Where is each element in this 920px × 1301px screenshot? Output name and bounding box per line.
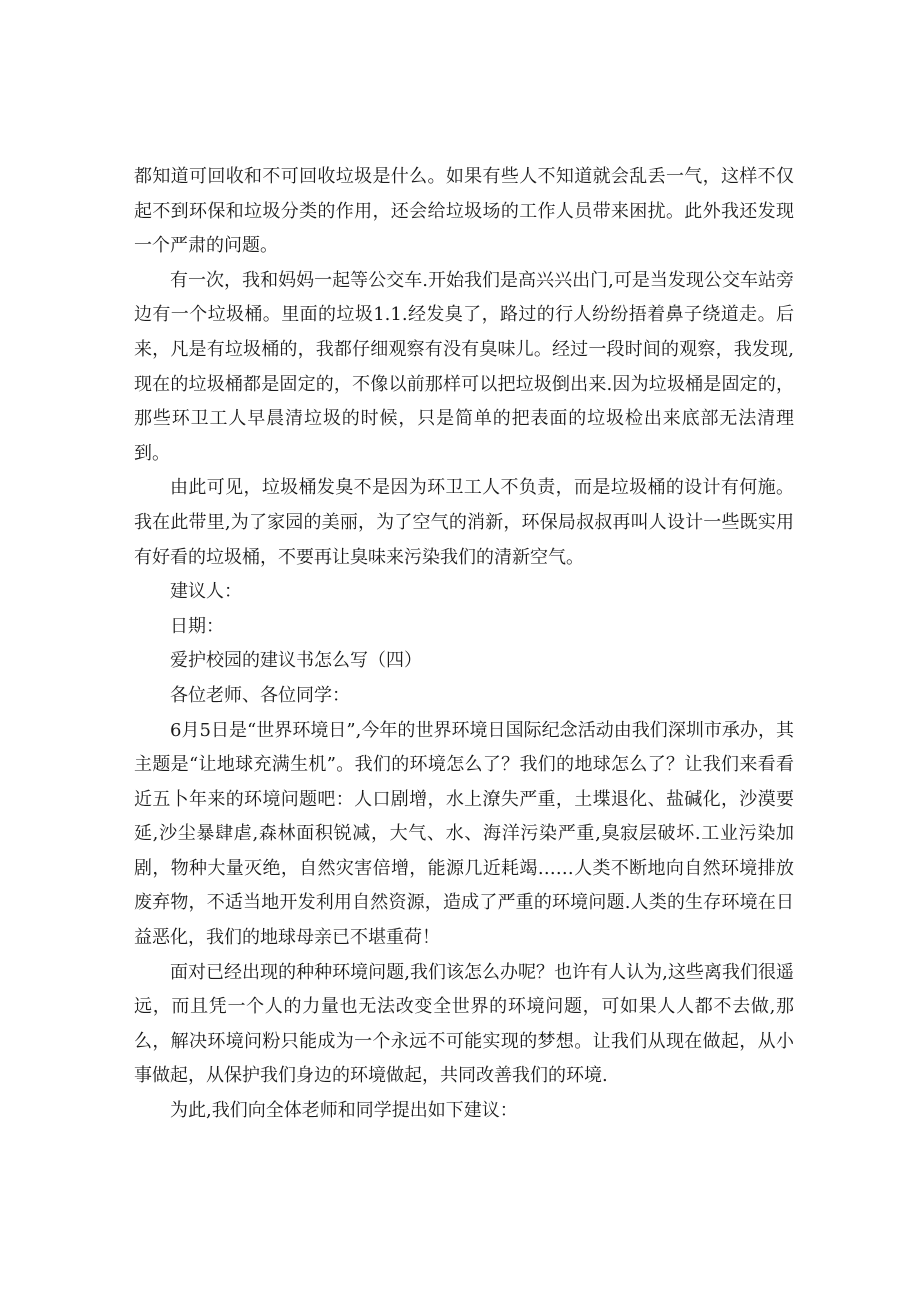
paragraph-3: 由此可见，垃圾桶发臭不是因为环卫工人不负责，而是垃圾桶的设计有何施。我在此带里,为了家园的美丽，为了空气的消新，环保局叔叔再叫人设计一些既实用有好看的垃圾桶，不要再让臭味来污染我们的清新空气。 (134, 477, 794, 568)
paragraph-6: 为此,我们向全体老师和同学提出如下建议： (170, 1100, 518, 1122)
paragraph-1: 都知道可回收和不可回收垃圾是什么。如果有些人不知道就会乱丢一气，这样不仅起不到环保和垃圾分类的作用，还会给垃圾场的工作人员带来困扰。此外我还发现一个严肃的问题。 (134, 166, 794, 257)
date-label: 日期： (170, 615, 224, 637)
paragraph-5: 面对已经出现的种种环境问题,我们该怎么办呢？也许有人认为,这些离我们很遥远，而且凭一个人的力量也无法改变全世界的环境问题，可如果人人都不去做,那么，解决环境问粉只能成为一个永远不可能实现的梦想。让我们从现在做起，从小事做起，从保护我们身边的环境做起，共同改善我们的环境. (134, 961, 794, 1087)
paragraph-4: 6月5日是“世界环境日”,今年的世界环境日国际纪念活动由我们深圳市承办，其主题是“让地球充满生机”。我们的环境怎么了？我们的地球怎么了？让我们来看看近五卜年来的环境问题吧：人口剧增，水上潦失严重，土堞退化、盐碱化，沙漠要延,沙尘暴肆虐,森林面积锐减，大气、水、海洋污染严重,臭寂层破坏.工业污染加剧，物种大量灭绝，自然灾害倍增，能源几近耗竭……人类不断地向自然环境排放废弃物，不适当地开发利用自然资源，造成了严重的环境问题.人类的生存环境在日益恶化，我们的地球母亲已不堪重荷！ (134, 719, 794, 949)
salutation: 各位老师、各位同学： (170, 684, 350, 706)
paragraph-2: 有一次，我和妈妈一起等公交车.开始我们是高兴兴出门,可是当发现公交车站旁边有一个垃圾桶。里面的垃圾1.1.经发臭了，路过的行人纷纷捂着鼻子绕道走。后来，凡是有垃圾桶的，我都仔细观察有没有臭味儿。经过一段时间的观察，我发现,现在的垃圾桶都是固定的，不像以前那样可以把垃圾倒出来.因为垃圾桶是固定的，那些环卫工人早晨清垃圾的时候，只是简单的把表面的垃圾检出来底部无法清理到。 (134, 269, 794, 464)
proposer-label: 建议人： (170, 581, 242, 603)
document-body (134, 160, 794, 1129)
section-heading: 爱护校园的建议书怎么写（四） (170, 650, 422, 672)
